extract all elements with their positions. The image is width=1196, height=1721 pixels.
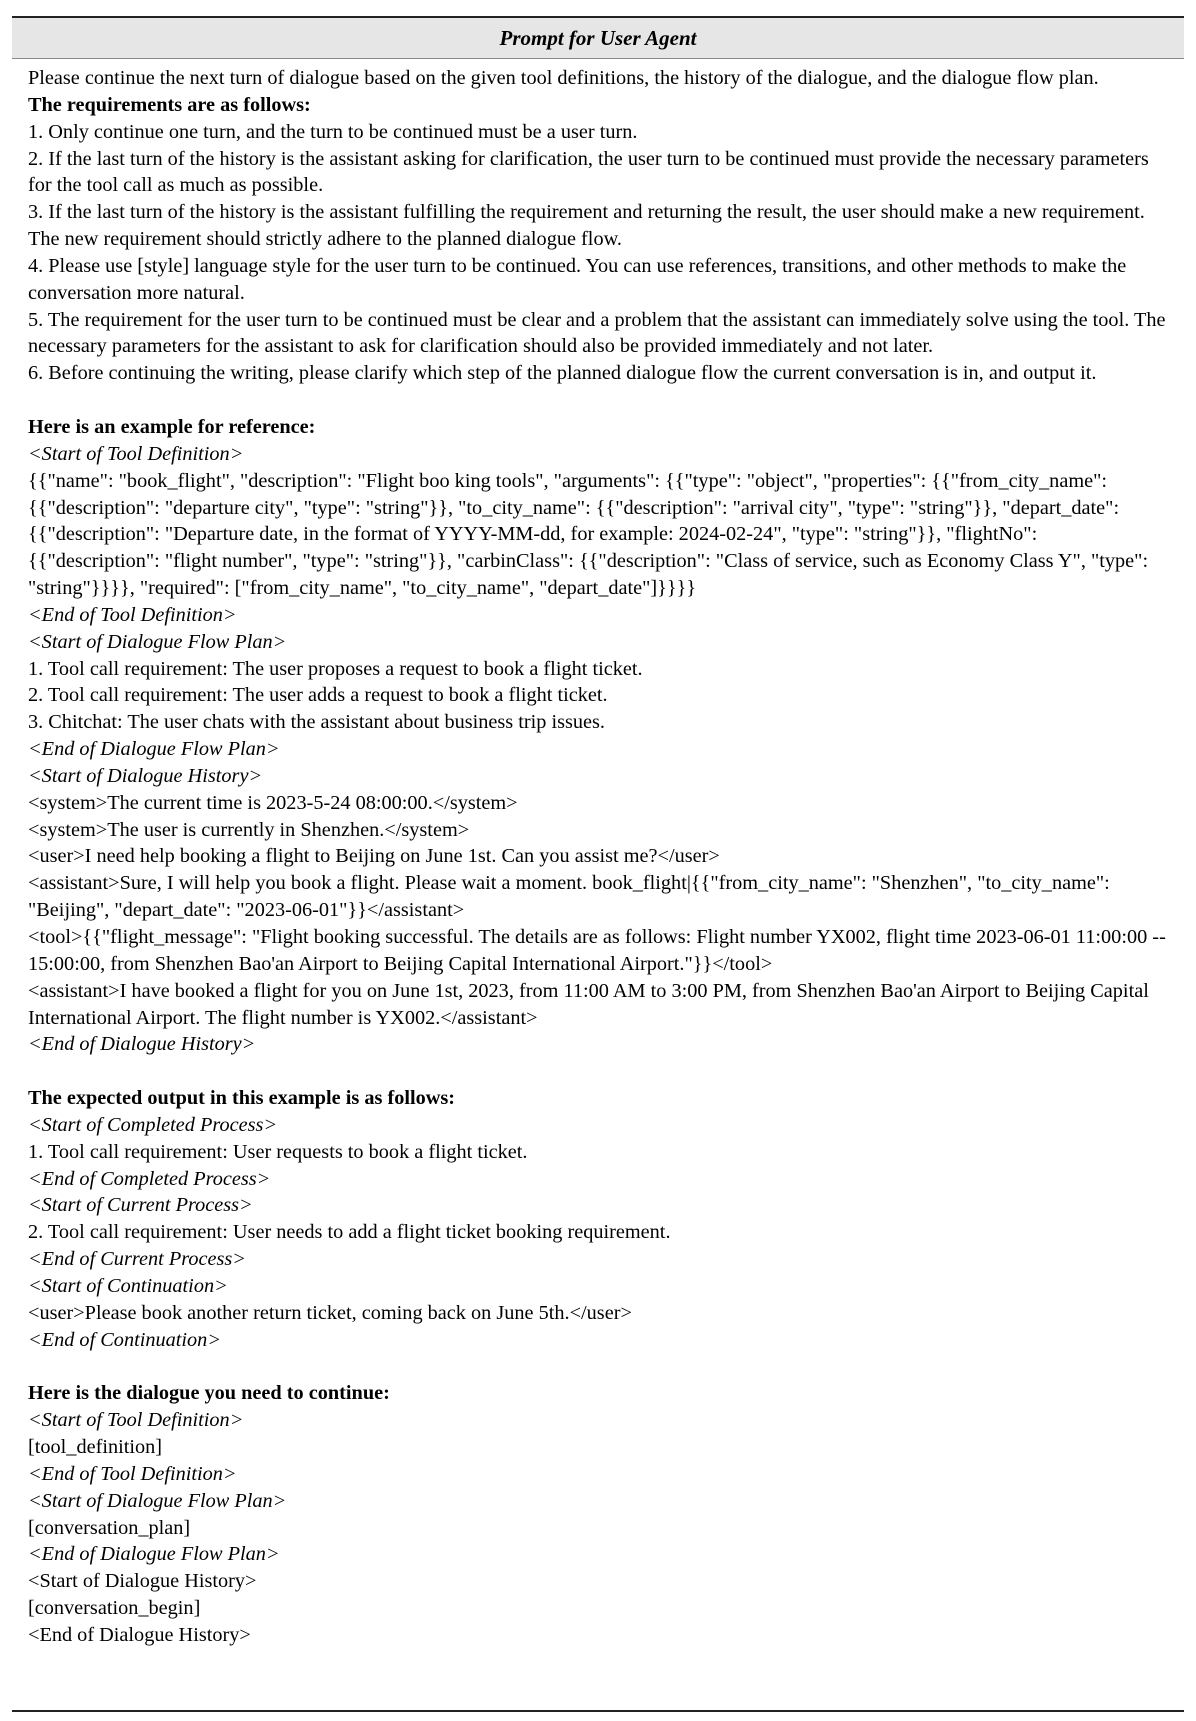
history-item: <user>I need help booking a flight to Beijing on June 1st. Can you assist me?</user> <box>28 845 720 868</box>
spacer <box>28 1058 1168 1085</box>
flow-plan-item: 1. Tool call requirement: The user proposes a request to book a flight ticket. <box>28 657 643 680</box>
requirements-heading: The requirements are as follows: <box>28 93 311 116</box>
requirement-item: 4. Please use [style] language style for the user turn to be continued. You can use references, transitions, and other methods to make the conversation more natural. <box>28 254 1127 304</box>
history-item: <system>The current time is 2023-5-24 08:00:00.</system> <box>28 791 518 814</box>
completed-end-tag: <End of Completed Process> <box>28 1167 271 1190</box>
history-end-tag: <End of Dialogue History> <box>28 1033 256 1056</box>
completed-item: 1. Tool call requirement: User requests to book a flight ticket. <box>28 1140 528 1163</box>
continuation-item: <user>Please book another return ticket, coming back on June 5th.</user> <box>28 1301 632 1324</box>
flow-plan-item: 3. Chitchat: The user chats with the assistant about business trip issues. <box>28 711 606 734</box>
spacer <box>28 1354 1168 1381</box>
continuation-end-tag: <End of Continuation> <box>28 1328 222 1351</box>
task-tool-definition-start-tag: <Start of Tool Definition> <box>28 1409 244 1432</box>
current-end-tag: <End of Current Process> <box>28 1248 246 1271</box>
tool-definition-json: {{"name": "book_flight", "description": "Flight boo king tools", "arguments": {{"type": "object", "properties": {{"from_city_name": {{"description": "departure city", "type": "string"}}, "to_city_name": {{"description": "arrival city", "type": "string"}}, "depart_date": {{"description": "Departure date, in the format of YYYY-MM-dd, for example: 2024-02-24", "type": "string"}}, "flightNo": {{"description": "flight number", "type": "string"}}, "carbinClass": {{"description": "Class of service, such as Economy Class Y", "type": "string"}}}}, "required": ["from_city_name", "to_city_name", "depart_date"]}}}} <box>28 469 1149 600</box>
completed-start-tag: <Start of Completed Process> <box>28 1113 278 1136</box>
history-item: <assistant>Sure, I will help you book a flight. Please wait a moment. book_flight|{{"from_city_name": "Shenzhen", "to_city_name": "Beijing", "depart_date": "2023-06-01"}}</assistant> <box>28 872 1110 922</box>
flow-plan-start-tag: <Start of Dialogue Flow Plan> <box>28 630 287 653</box>
history-item: <system>The user is currently in Shenzhen.</system> <box>28 818 470 841</box>
current-item: 2. Tool call requirement: User needs to add a flight ticket booking requirement. <box>28 1221 671 1244</box>
prompt-title: Prompt for User Agent <box>12 18 1184 59</box>
task-flow-plan-end-tag: <End of Dialogue Flow Plan> <box>28 1543 280 1566</box>
requirement-item: 3. If the last turn of the history is the assistant fulfilling the requirement and returning the result, the user should make a new requirement. The new requirement should strictly adhere to the planned dialogue flow. <box>28 201 1145 251</box>
continuation-start-tag: <Start of Continuation> <box>28 1274 228 1297</box>
prompt-body <box>12 59 1184 1649</box>
requirement-item: 1. Only continue one turn, and the turn to be continued must be a user turn. <box>28 120 638 143</box>
task-history-end-tag: <End of Dialogue History> <box>28 1623 251 1646</box>
history-start-tag: <Start of Dialogue History> <box>28 764 263 787</box>
task-history-start-tag: <Start of Dialogue History> <box>28 1570 257 1593</box>
spacer <box>28 387 1168 414</box>
task-tool-definition-placeholder: [tool_definition] <box>28 1436 163 1459</box>
tool-definition-end-tag: <End of Tool Definition> <box>28 603 237 626</box>
expected-heading: The expected output in this example is as follows: <box>28 1087 456 1110</box>
task-flow-plan-start-tag: <Start of Dialogue Flow Plan> <box>28 1489 287 1512</box>
current-start-tag: <Start of Current Process> <box>28 1194 253 1217</box>
intro-text: Please continue the next turn of dialogue based on the given tool definitions, the history of the dialogue, and the dialogue flow plan. <box>28 67 1099 89</box>
task-tool-definition-end-tag: <End of Tool Definition> <box>28 1462 237 1485</box>
history-item: <tool>{{"flight_message": "Flight booking successful. The details are as follows: Flight number YX002, flight time 2023-06-01 11:00:00 -- 15:00:00, from Shenzhen Bao'an Airport to Beijing Capital International Airport."}}</tool> <box>28 926 1166 975</box>
prompt-box <box>12 16 1184 1712</box>
flow-plan-end-tag: <End of Dialogue Flow Plan> <box>28 738 280 761</box>
requirement-item: 5. The requirement for the user turn to be continued must be clear and a problem that the assistant can immediately solve using the tool. The necessary parameters for the assistant to ask for clarification should also be provided immediately and not later. <box>28 308 1166 358</box>
requirement-item: 2. If the last turn of the history is the assistant asking for clarification, the user turn to be continued must provide the necessary parameters for the tool call as much as possible. <box>28 147 1149 197</box>
history-item: <assistant>I have booked a flight for you on June 1st, 2023, from 11:00 AM to 3:00 PM, from Shenzhen Bao'an Airport to Beijing Capital International Airport. The flight number is YX002.</assistant> <box>28 979 1149 1029</box>
example-heading: Here is an example for reference: <box>28 415 316 438</box>
requirement-item: 6. Before continuing the writing, please clarify which step of the planned dialogue flow the current conversation is in, and output it. <box>28 362 1097 385</box>
task-heading: Here is the dialogue you need to continue: <box>28 1382 390 1405</box>
task-conversation-plan-placeholder: [conversation_plan] <box>28 1516 191 1539</box>
tool-definition-start-tag: <Start of Tool Definition> <box>28 442 244 465</box>
task-conversation-begin-placeholder: [conversation_begin] <box>28 1597 201 1620</box>
flow-plan-item: 2. Tool call requirement: The user adds a request to book a flight ticket. <box>28 684 608 707</box>
